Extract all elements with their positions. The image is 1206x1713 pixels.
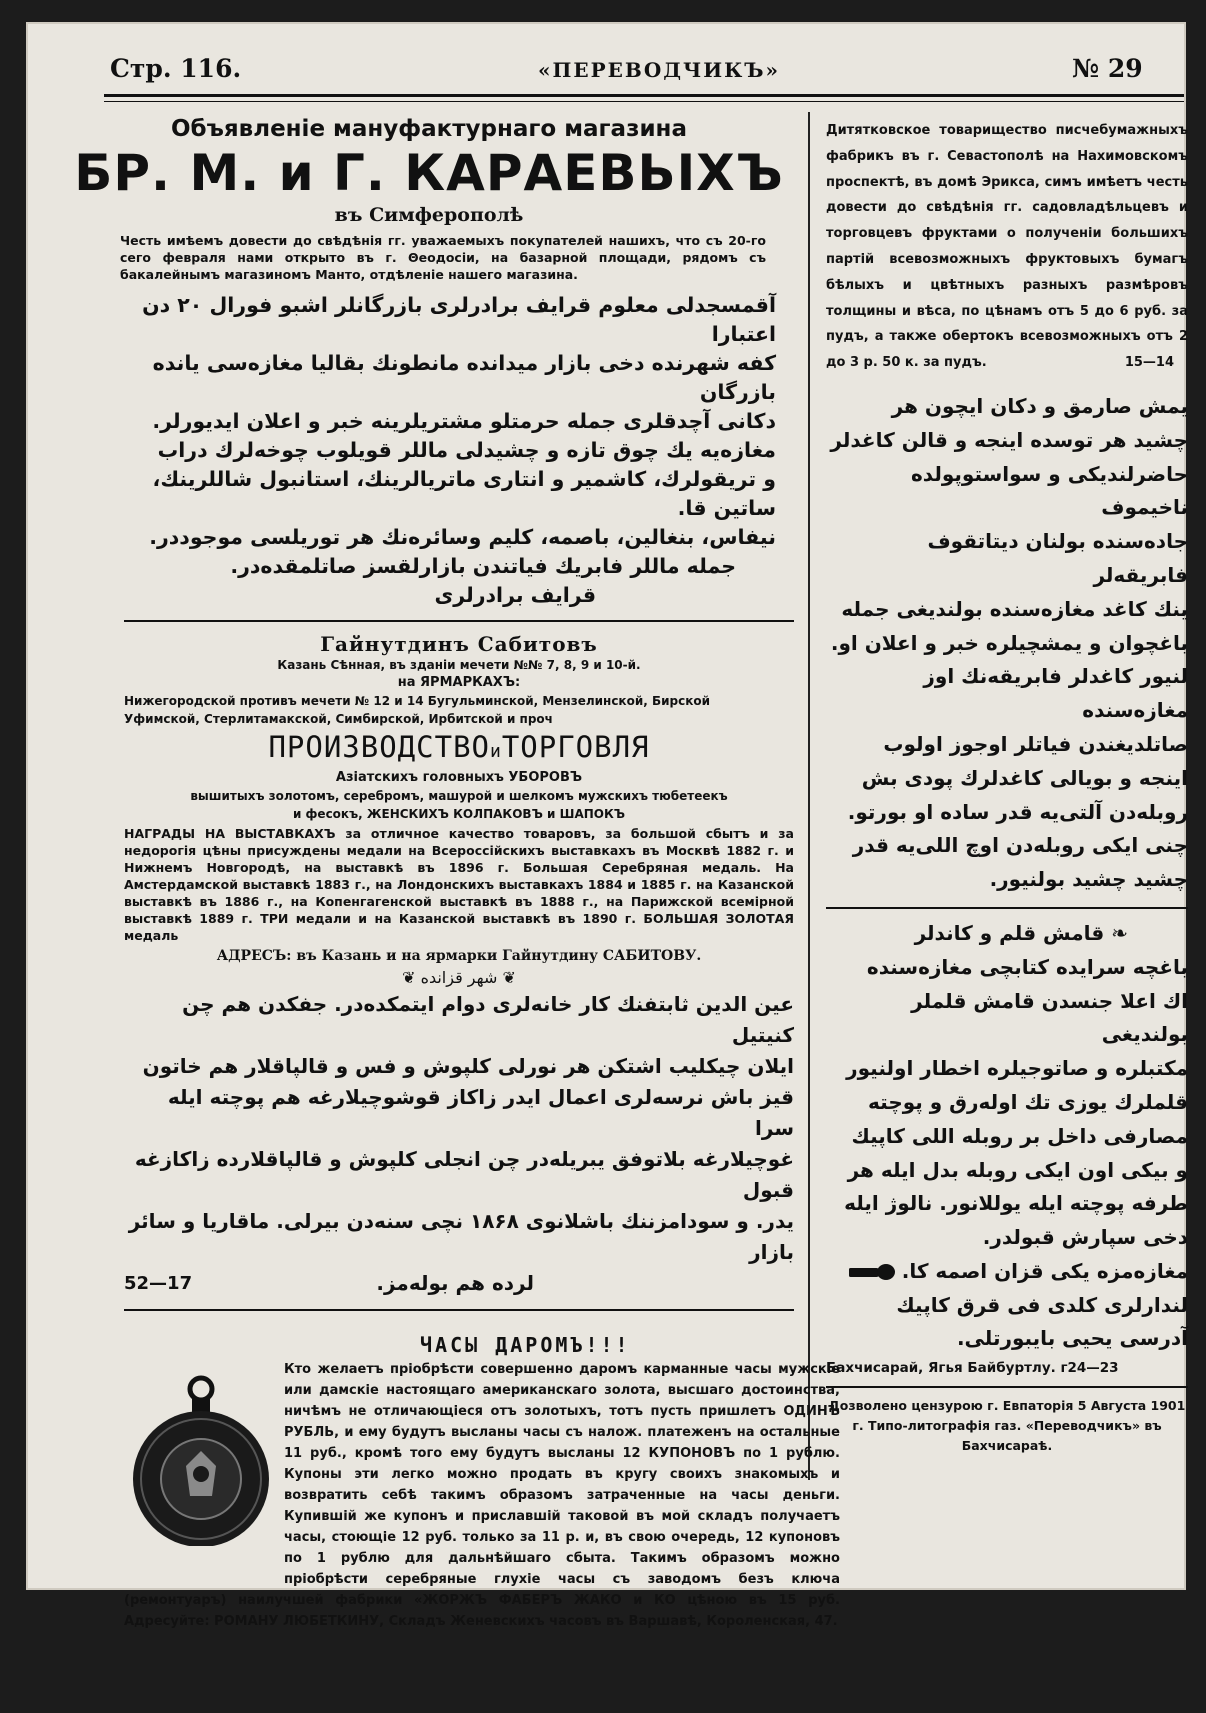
arabic-line: قلملرك يوزى تك اوله‌رق و پوچته — [868, 1089, 1188, 1114]
arabic-line: حاضرلنديكى و سواستوپولده ناخيموف — [910, 461, 1188, 520]
censorship-note: Дозволено цензурою г. Евпаторія 5 Августа 1901 г. Типо-литографія газ. «Переводчикъ» въ Бахчисараѣ. — [828, 1398, 1186, 1454]
ornament-icon: ❦ — [402, 968, 421, 987]
production-heading — [124, 730, 794, 769]
arabic-line: جمله ماللر فابريك فياتندن بازارلقسز صاتلمقده‌در. — [230, 554, 736, 578]
sabitov-arabic-text — [124, 989, 794, 1299]
dyatkovo-body: Дитятковское товарищество писчебумажныхъ фабрикъ въ г. Севастополѣ на Нахимовскомъ проспектѣ, въ домѣ Эрикса, симъ имѣетъ честь довести до свѣдѣнія гг. садовладѣльцевъ и торговцевъ фруктами о полученіи большихъ партій всевозможныхъ фруктовыхъ бумагъ бѣлыхъ и цвѣтныхъ разныхъ размѣровъ толщины и вѣса, по цѣнамъ отъ 5 до 6 руб. за пудъ, а также обертокъ всевозможныхъ отъ 2 до 3 р. 50 к. за пудъ. — [826, 123, 1188, 371]
right-column — [826, 118, 1188, 1456]
arabic-line: يدر. و سودامزننك باشلانوى ۱۸۶۸ نچى سنه‌دن بيرلى. ماقاريا و سائر بازار — [128, 1209, 794, 1264]
issue-number: № 29 — [1072, 54, 1143, 83]
masthead-rule — [104, 94, 1184, 102]
sabitov-address: АДРЕСЪ: въ Казань и на ярмарки Гайнутдину САБИТОВУ. — [216, 948, 702, 964]
watches-body: Кто желаетъ пріобрѣсти совершенно даромъ карманные часы мужскіе или дамскіе настоящаго американскаго золота, высшаго достоинства, ничѣмъ не отличающіеся отъ золотыхъ, тотъ пусть пришлетъ ОДИНЪ РУБЛЬ, и ему будутъ высланы часы съ налож. платеженъ на остальные 11 руб., кромѣ того ему будутъ высланы 12 КУПОНОВЪ по 1 рублю. Купоны эти легко можно продать въ кругу своихъ знакомыхъ и возвратить себѣ такимъ образомъ затраченные на часы деньги. Купившій же купонъ и приславшій таковой въ мой складъ получаетъ часы, стоющіе 12 руб. только за 11 р. и, въ свою очередь, 12 купоновъ по 1 рублю для дальнѣйшаго сбыта. Такимъ образомъ можно пріобрѣсти серебряные глухіе часы съ заводомъ безъ ключа (ремонтуаръ) наилучшей фабрики «ЖОРЖЪ ФАБЕРЪ ЖАКО и КО цѣною въ 15 руб. Адресуйте: РОМАНУ ЛЮБЕТКИНУ, Складъ Женевскихъ часовъ въ Варшавѣ, Короленская, 47. — [124, 1362, 840, 1629]
goods-line: вышитыхъ золотомъ, серебромъ, машурой и шелкомъ мужскихъ тюбетеекъ — [190, 789, 728, 803]
ad-kamish — [826, 917, 1188, 1376]
arabic-line: كفه شهرنده دخى بازار ميدانده مانطونك بقاليا مغازه‌سى يانده بازرگان — [152, 351, 776, 404]
fairs-label: на ЯРМАРКАХЪ: — [397, 675, 521, 690]
arabic-line: غوچيلارغه بلاتوفق يبريله‌در چن انجلى كلپوش و قالپاقلارده زاكازغه قبول — [134, 1147, 794, 1202]
arabic-line: باغچوان و يمشچيلره خبر و اعلان او. — [830, 630, 1188, 655]
firm-city: въ Симферополѣ — [334, 204, 524, 226]
ad-divider — [826, 907, 1188, 909]
arabic-line: باغچه سرايده كتابچى مغازه‌سنده — [866, 954, 1188, 979]
arabic-last-row — [124, 1268, 794, 1299]
arabic-line: اك اعلا جنسدن قامش قلملر بولنديغى — [911, 988, 1188, 1047]
arabic-line: مغازه‌مزه يكى قزان اصمه كا. — [901, 1258, 1188, 1283]
arabic-line: آقمسجدلى معلوم قرايف برادرلرى بازرگانلر اشبو فورال ۲۰ دن اعتبارا — [142, 293, 776, 346]
arabic-line: دكانى آچدقلرى جمله حرمتلو مشتريلرينه خبر و اعلان ايديورلر. — [152, 409, 776, 433]
arabic-line: چشيد چشيد بولنيور. — [989, 867, 1188, 892]
fairs-line: Уфимской, Стерлитамакской, Симбирской, Ирбитской и проч — [124, 712, 553, 726]
column-divider — [808, 112, 810, 1480]
goods-line: Азіатскихъ головныхъ УБОРОВЪ — [335, 770, 583, 785]
arabic-line: طرفه پوچته ايله يوللانور. نالوژ ايله — [844, 1191, 1188, 1216]
ornament-icon: ❧ — [1104, 920, 1128, 945]
heading-conj: и — [489, 741, 502, 762]
arabic-signature: قرايف برادرلرى — [434, 583, 596, 607]
goods-line: и фесокъ, ЖЕНСКИХЪ КОЛПАКОВЪ и ШАПОКЪ — [292, 807, 626, 821]
ad-divider — [124, 620, 794, 622]
firm-name: БР. М. и Г. КАРАЕВЬIХЪ — [74, 144, 784, 202]
ad-karaev — [64, 116, 794, 610]
arabic-line: دخى سپارش قبولدر. — [982, 1225, 1188, 1250]
arabic-line: يمش صارمق و دكان ايچون هر — [891, 393, 1188, 418]
kamish-signature: Бахчисарай, Ягья Байбуртлу. г24—23 — [826, 1360, 1119, 1377]
arabic-line: و تريقولرك، كاشمير و انتارى ماتريالرينك، استانبول شاللرينك، ساتين قا. — [152, 467, 776, 520]
arabic-line: چنى ايكى روبله‌دن اوچ اللى‌يه قدر — [852, 833, 1188, 858]
ad-sabitov — [124, 632, 794, 1299]
merchant-name: Гайнутдинъ Сабитовъ — [320, 632, 598, 656]
kamish-arabic — [826, 951, 1188, 1357]
ornament-icon: ❦ — [497, 968, 516, 987]
newspaper-title: «ПЕРЕВОДЧИКЪ» — [538, 58, 781, 82]
watches-title: ЧАСЫ ДАРОМЪ!!! — [420, 1333, 631, 1357]
arabic-line: لرده هم بوله‌مز. — [376, 1271, 534, 1295]
ad-arabic-text — [124, 291, 776, 610]
arabic-line: و بيكى اون ايكى روبله بدل ايله هر — [847, 1157, 1188, 1182]
fairs-line: Нижегородской противъ мечети № 12 и 14 Бугульминской, Мензелинской, Бирской — [124, 694, 711, 708]
ad-divider — [124, 1309, 794, 1311]
arabic-line: آدرسى يحيى بايبورتلى. — [956, 1326, 1188, 1351]
pointing-hand-icon — [849, 1264, 895, 1280]
page-number: Стр. 116. — [110, 54, 242, 83]
ad-headline: Объявленіе мануфактурнаго магазина — [171, 116, 687, 142]
arabic-line: جاده‌سنده بولنان ديتاتقوف فابريقه‌لر — [927, 529, 1188, 587]
dyatkovo-arabic — [826, 390, 1188, 897]
ad-code: 15—14 — [1124, 355, 1174, 371]
ad-code: 52—17 — [124, 1273, 193, 1294]
arabic-line: مصارفى داخل بر روبله اللى كاپيك — [851, 1123, 1188, 1148]
arabic-line: روبله‌دن آلتى‌يه قدر ساده او بورتو. — [847, 799, 1188, 824]
arabic-line: مغازه‌يه يك چوق تازه و چشيدلى ماللر قويلوب چوخه‌لرك دراب — [157, 438, 776, 462]
arabic-line: صاتلديغندن فياتلر اوجوز اولوب — [883, 731, 1188, 756]
heading-word: ТОРГОВЛЯ — [501, 730, 650, 764]
ad-russian-text: Честь имѣемъ довести до свѣдѣнія гг. уважаемыхъ покупателей нашихъ, что съ 20-го сего февраля нами открыто въ г. Θеодосіи, на базарной площади, рядомъ съ бакалейнымъ магазиномъ Манто, отдѣленіе нашего магазина. — [120, 233, 766, 282]
arabic-line: ينك كاغد مغازه‌سنده بولنديغى جمله — [841, 596, 1188, 621]
merchant-address: Казань Сѣнная, въ зданіи мечети №№ 7, 8, 9 и 10-й. — [277, 658, 641, 672]
masthead — [78, 42, 1178, 92]
heading-word: ПРОИЗВОДСТВО — [268, 730, 490, 764]
arabic-line: ايلان چيكليب اشتكن هر نورلى كلپوش و فس و قالپاقلار هم خاتون — [142, 1054, 794, 1078]
arabic-line: عين الدين ثابتفنك كار خانه‌لرى دوام ايتمكده‌در. جفكدن هم چن كنيتيل — [182, 992, 794, 1047]
arabic-line: نيفاس، بنغالين، باصمه، كليم وسائره‌نك هر توريلسى موجوددر. — [149, 525, 776, 549]
kamish-title-text: قامش قلم و كاندلر — [914, 920, 1105, 945]
arabic-line: چشيد هر توسده اينجه و قالن كاغدلر — [830, 427, 1188, 452]
ad-watches — [124, 1321, 840, 1713]
ornament-text: شهر قزانده — [420, 968, 498, 987]
ornament-title — [124, 968, 794, 987]
ad-divider — [826, 1386, 1188, 1388]
left-column — [64, 112, 840, 1713]
awards-text: НАГРАДЫ НА ВЫСТАВКАХЪ за отличное качество товаровъ, за большой сбытъ и за недорогія цѣны присуждены медали на Всероссійскихъ выставкахъ въ Москвѣ 1882 г. и Нижнемъ Новгородѣ, на выставкѣ въ 1896 г. Большая Серебряная медаль. На Амстердамской выставкѣ 1883 г., на Лондонскихъ выставкахъ 1884 и 1885 г. на Казанской выставкѣ въ 1886 г., на Копенгагенской выставкѣ въ 1888 г., на Парижской всемірной выставкѣ 1889 г. ТРИ медали и на Казанской выставкѣ въ 1890 г. БОЛЬШАЯ ЗОЛОТАЯ медаль — [124, 826, 794, 943]
kamish-title — [826, 917, 1188, 951]
arabic-line-with-hand — [826, 1255, 1188, 1289]
arabic-line: اينجه و بويالى كاغدلرك پودى بش — [861, 765, 1188, 790]
arabic-line: قيز باش نرسه‌لرى اعمال ايدر زاكاز قوشوچيلارغه هم پوچته ايله سرا — [167, 1085, 794, 1140]
arabic-line: لنيور كاغدلر فابريقه‌نك اوز مغازه‌سنده — [923, 664, 1188, 723]
ad-dyatkovo — [826, 118, 1188, 897]
pocket-watch-image — [126, 1371, 276, 1546]
arabic-line: مكتبلره و صاتوجيلره اخطار اولنيور — [846, 1056, 1188, 1081]
arabic-line: لندارلرى كلدى فى قرق كاپيك — [896, 1292, 1188, 1317]
dyatkovo-text — [826, 118, 1188, 376]
